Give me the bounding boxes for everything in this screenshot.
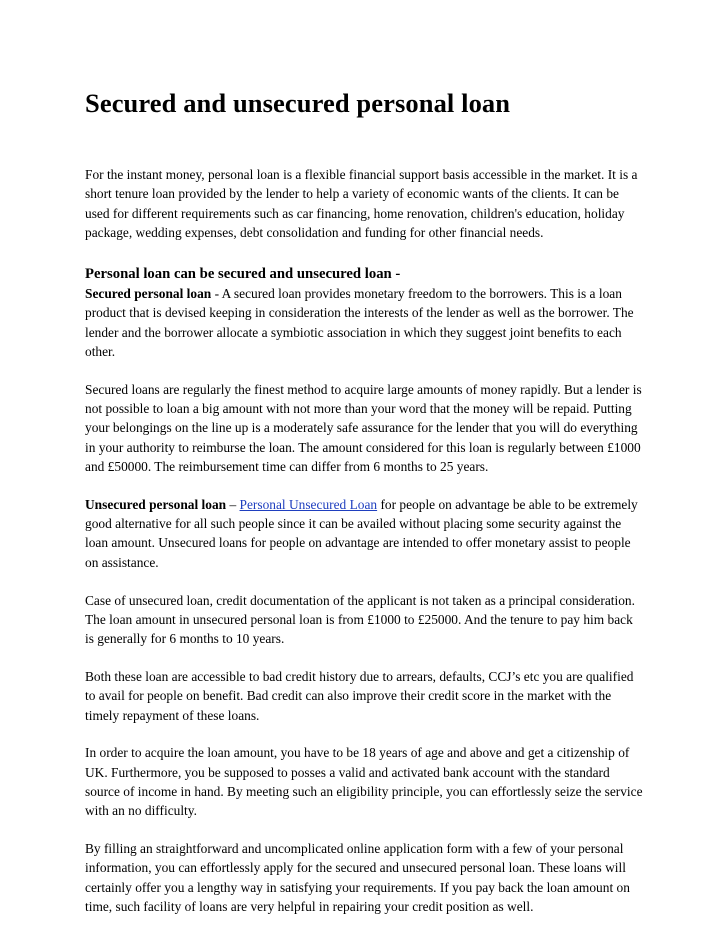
secured-text: - A secured loan provides monetary freedom to the borrowers. This is a loan product that is devised keeping in consideration the interests of the lender as well as the borrower. The lender and the borrower allocate a symbiotic association in which they suggest joint benefits to each other. — [85, 286, 634, 360]
page-title: Secured and unsecured personal loan — [85, 88, 511, 118]
eligibility-paragraph: In order to acquire the loan amount, you have to be 18 years of age and above and get a citizenship of UK. Furthermore, you be supposed to posses a valid and activated bank account with the standard source of income in hand. By meeting such an eligibility principle, you can effortlessly seize the service with an no difficulty. — [85, 745, 643, 819]
unsecured-paragraph — [85, 495, 645, 572]
apply-paragraph: By filling an straightforward and uncomplicated online application form with a few of your personal information, you can effortlessly apply for the secured and unsecured personal loan. These loans will certainly offer you a lengthy way in satisfying your requirements. If you pay back the loan amount on time, such facility of loans are very helpful in repairing your credit position as well. — [85, 841, 630, 914]
secured-details-paragraph: Secured loans are regularly the finest method to acquire large amounts of money rapidly. But a lender is not possible to loan a big amount with not more than your word that the money will be repaid. Putting your belongings on the line up is a moderately safe assurance for the lender that you will do everything in your authority to reimburse the loan. The amount considered for this loan is regularly between £1000 and £50000. The reimbursement time can differ from 6 months to 25 years. — [85, 381, 642, 475]
unsecured-details-paragraph: Case of unsecured loan, credit documentation of the applicant is not taken as a principal consideration. The loan amount in unsecured personal loan is from £1000 to £25000. And the tenure to pay him back is generally for 6 months to 10 years. — [85, 592, 635, 647]
personal-unsecured-loan-link[interactable]: Personal Unsecured Loan — [239, 496, 378, 512]
secured-paragraph — [85, 284, 645, 361]
unsecured-label: Unsecured personal loan — [85, 496, 227, 512]
unsecured-text: for people on advantage be able to be extremely good alternative for all such people since it can be availed without placing some security against the loan amount. Unsecured loans for people on advantage are intended to offer monetary assist to people on assistance. — [85, 496, 638, 570]
intro-paragraph: For the instant money, personal loan is a flexible financial support basis accessible in the market. It is a short tenure loan provided by the lender to help a variety of economic wants of the clients. It can be used for different requirements such as car financing, home renovation, children's education, holiday package, wedding expenses, debt consolidation and funding for other financial needs. — [85, 167, 638, 240]
bad-credit-paragraph: Both these loan are accessible to bad credit history due to arrears, defaults, CCJ’s etc you are qualified to avail for people on benefit. Bad credit can also improve their credit score in the market with the timely repayment of these loans. — [85, 668, 634, 723]
document-page — [85, 86, 645, 916]
unsecured-dash: – — [226, 496, 240, 512]
secured-label: Secured personal loan — [85, 286, 212, 302]
section-heading: Personal loan can be secured and unsecured loan - — [85, 266, 401, 283]
